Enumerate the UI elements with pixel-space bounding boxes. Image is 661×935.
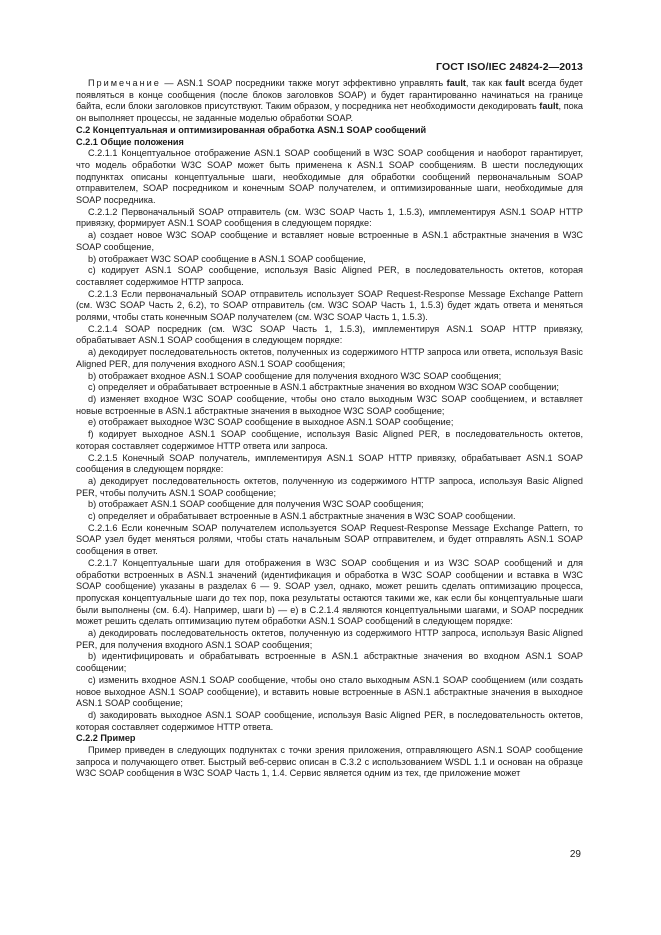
body-paragraph: С.2.1.5 Конечный SOAP получатель, имплементируя ASN.1 SOAP HTTP привязку, обрабатывает ASN.1 SOAP сообщения в следующем порядке: <box>76 452 583 475</box>
body-paragraph: e) отображает выходное W3C SOAP сообщение в выходное ASN.1 SOAP сообщение; <box>88 417 454 428</box>
body-paragraph: d) закодировать выходное ASN.1 SOAP сообщение, используя Basic Aligned PER, в последовательность октетов, которая составляет содержимое HTTP ответа. <box>76 709 583 732</box>
body-paragraph: С.2.1.4 SOAP посредник (см. W3C SOAP Часть 1, 1.5.3), имплементируя ASN.1 SOAP HTTP привязку, обрабатывает ASN.1 SOAP сообщения в следующем порядке: <box>76 323 583 346</box>
note-text: , так как <box>465 78 506 88</box>
body-paragraph: С.2.1.6 Если конечным SOAP получателем используется SOAP Request-Response Message Exchange Pattern, то SOAP узел будет меняться ролями, чтобы стать начальным SOAP отправителем, и будет отправлять ASN.1 SOAP сообщения в ответ. <box>76 522 583 557</box>
body-paragraph: Пример приведен в следующих подпунктах с точки зрения приложения, отправляющего ASN.1 SOAP сообщение запроса и получающего ответ. Быстрый веб-сервис описан в С.3.2 с использованием WSDL 1.1 и основан на образце W3C SOAP сообщения в W3C SOAP Часть 1, 1.4. Сервис является одним из тех, где приложение может <box>76 745 583 779</box>
note-bold: fault <box>505 78 525 88</box>
body-paragraph: a) создает новое W3C SOAP сообщение и вставляет новые встроенные в ASN.1 абстрактные значения в W3C SOAP сообщение, <box>76 230 583 252</box>
body-paragraph: b) отображает входное ASN.1 SOAP сообщение для получения входного W3C SOAP сообщения; <box>88 370 502 381</box>
body-paragraph: b) отображает ASN.1 SOAP сообщение для получения W3C SOAP сообщения; <box>88 499 424 510</box>
body-paragraph: a) декодировать последовательность октетов, полученную из содержимого HTTP запроса, используя Basic Aligned PER, для получения входного ASN.1 SOAP сообщения; <box>76 628 583 650</box>
body-paragraph: c) кодирует ASN.1 SOAP сообщение, используя Basic Aligned PER, в последовательность октетов, которая составляет содержимое HTTP запроса. <box>76 265 583 287</box>
body-paragraph: С.2.1.1 Концептуальное отображение ASN.1 SOAP сообщений в W3C SOAP сообщения и наоборот гарантирует, что модель обработки W3C SOAP может быть применена к ASN.1 SOAP сообщениям. В шести последующих подпунктах описаны концептуальные шаги, необходимые для обработки сообщений первоначальным SOAP отправителем, SOAP посредником и конечным SOAP получателем, и оптимизированные шаги, необходимые для SOAP посредника. <box>76 148 583 206</box>
document-body <box>76 78 583 780</box>
note-label: Примечание <box>88 78 161 88</box>
body-paragraph: С.2.1.7 Концептуальные шаги для отображения в W3C SOAP сообщения и из W3C SOAP сообщений и для обработки встроенных в ASN.1 значений (идентификация и обработка в W3C SOAP сообщении и вставка в W3C SOAP сообщение) указаны в разделах 6 — 9. SOAP узел, однако, может решить сделать оптимизацию процесса, пропуская концептуальные шаги до тех пор, пока результаты остаются такими же, как если бы концептуальные шаги были выполнены (см. 6.4). Например, шаги b) — e) в С.2.1.4 являются концептуальными шагами, и SOAP посредник может решить сделать оптимизацию путем обработки ASN.1 SOAP сообщений в следующем порядке: <box>76 557 583 627</box>
section-heading-c2: С.2 Концептуальная и оптимизированная обработка ASN.1 SOAP сообщений <box>76 124 427 135</box>
body-paragraph: f) кодирует выходное ASN.1 SOAP сообщение, используя Basic Aligned PER, в последовательность октетов, которая составляет содержимое HTTP ответа или запроса. <box>76 429 583 451</box>
body-paragraph: b) отображает W3C SOAP сообщение в ASN.1 SOAP сообщение, <box>88 253 366 264</box>
body-paragraph: c) определяет и обрабатывает встроенные в ASN.1 абстрактные значения во входном W3C SOAP сообщении; <box>88 382 559 393</box>
body-paragraph: С.2.1.2 Первоначальный SOAP отправитель (см. W3C SOAP Часть 1, 1.5.3), имплементируя ASN.1 SOAP HTTP привязку, формирует ASN.1 SOAP сообщения в следующем порядке: <box>76 206 583 229</box>
paragraph-list <box>76 148 583 733</box>
note-bold: fault <box>539 101 559 112</box>
body-paragraph: b) идентифицировать и обрабатывать встроенные в ASN.1 абстрактные значения во входном ASN.1 SOAP сообщении; <box>76 651 583 674</box>
section-heading-c21: С.2.1 Общие положения <box>76 136 184 147</box>
note-paragraph <box>76 78 583 125</box>
body-paragraph: a) декодирует последовательность октетов, полученных из содержимого HTTP запроса или ответа, используя Basic Aligned PER, для получения входного ASN.1 SOAP сообщения; <box>76 347 583 369</box>
body-paragraph: c) определяет и обрабатывает встроенные в ASN.1 абстрактные значения в W3C SOAP сообщении. <box>88 511 516 522</box>
note-text: всегда будет появляться в конце сообщения (после блоков заголовков SOAP) и будет гарантированно начинаться на границе байта, если блоки заголовков присутствуют. Таким образом, у посредника нет необходимости декодировать <box>76 78 583 112</box>
body-paragraph: d) изменяет входное W3C SOAP сообщение, чтобы оно стало выходным W3C SOAP сообщением, и вставляет новые встроенные в ASN.1 абстрактные значения в выходное W3C SOAP сообщение; <box>76 393 583 416</box>
note-text: , пока он выполняет процессы, не заданные моделью обработки SOAP. <box>76 101 583 124</box>
body-paragraph: a) декодирует последовательность октетов, полученную из содержимого HTTP запроса, используя Basic Aligned PER, чтобы получить ASN.1 SOAP сообщение; <box>76 475 583 498</box>
body-paragraph: c) изменить входное ASN.1 SOAP сообщение, чтобы оно стало выходным ASN.1 SOAP сообщением (или создать новое выходное ASN.1 SOAP сообщение), и вставить новые встроенные в ASN.1 абстрактные значения в выходное ASN.1 SOAP сообщение; <box>76 674 583 709</box>
note-bold: fault <box>446 78 466 88</box>
section-heading-c22: С.2.2 Пример <box>76 733 136 744</box>
body-paragraph: С.2.1.3 Если первоначальный SOAP отправитель использует SOAP Request-Response Message Exchange Pattern (см. W3C SOAP Часть 2, 6.2), то SOAP отправитель (см. W3C SOAP Часть 1, 1.5.3) будет ждать ответа и меняться ролями, чтобы стать конечным SOAP получателем (см. W3C SOAP Часть 1, 1.5.3). <box>76 288 583 323</box>
document-header: ГОСТ ISO/IEC 24824-2—2013 <box>436 61 583 73</box>
page-number: 29 <box>569 849 581 860</box>
note-text: — ASN.1 SOAP посредники также могут эффективно управлять <box>164 78 447 88</box>
